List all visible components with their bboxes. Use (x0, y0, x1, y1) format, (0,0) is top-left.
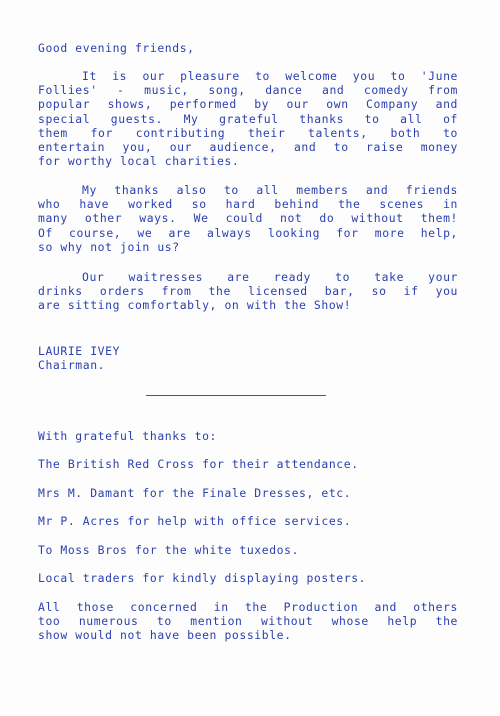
thanks-heading: With grateful thanks to: (38, 429, 217, 443)
paragraph-line: drinks orders from the licensed bar, so if you (38, 284, 458, 299)
thanks-item: Mr P. Acres for help with office services. (38, 514, 352, 528)
paragraph-line: are sitting comfortably, on with the Show! (38, 298, 352, 313)
bar-paragraph (38, 270, 458, 313)
thanks-item: To Moss Bros for the white tuxedos. (38, 543, 300, 557)
signature-name: LAURIE IVEY (38, 344, 121, 358)
paragraph-line: too numerous to mention without whose help the (38, 614, 458, 629)
signature-title: Chairman. (38, 358, 106, 372)
thanks-item: The British Red Cross for their attendance. (38, 457, 359, 471)
thanks-item: Local traders for kindly displaying posters. (38, 571, 367, 585)
thanks-members-paragraph (38, 183, 458, 254)
paragraph-line: Our waitresses are ready to take your (82, 270, 458, 284)
paragraph-line: show would not have been possible. (38, 628, 292, 643)
paragraph-line: many other ways. We could not do without them! (38, 211, 458, 226)
thanks-item: Mrs M. Damant for the Finale Dresses, etc. (38, 486, 352, 500)
welcome-paragraph (38, 69, 458, 168)
greeting: Good evening friends, (38, 41, 195, 55)
paragraph-line: Of course, we are always looking for more help, (38, 225, 458, 240)
paragraph-line: Follies' - music, song, dance and comedy from (38, 83, 458, 98)
section-divider (146, 395, 326, 396)
paragraph-line: so why not join us? (38, 239, 180, 254)
paragraph-line: special guests. My grateful thanks to all of (38, 111, 458, 126)
paragraph-line: entertain you, our audience, and to raise money (38, 140, 458, 155)
paragraph-line: who have worked so hard behind the scenes in (38, 197, 458, 212)
paragraph-line: It is our pleasure to welcome you to 'June (82, 69, 458, 83)
thanks-closing (38, 600, 458, 643)
paragraph-line: My thanks also to all members and friends (82, 183, 458, 197)
paragraph-line: All those concerned in the Production and others (38, 600, 458, 614)
paragraph-line: for worthy local charities. (38, 154, 240, 169)
paragraph-line: them for contributing their talents, both to (38, 125, 458, 140)
paragraph-line: popular shows, performed by our own Company and (38, 97, 458, 112)
